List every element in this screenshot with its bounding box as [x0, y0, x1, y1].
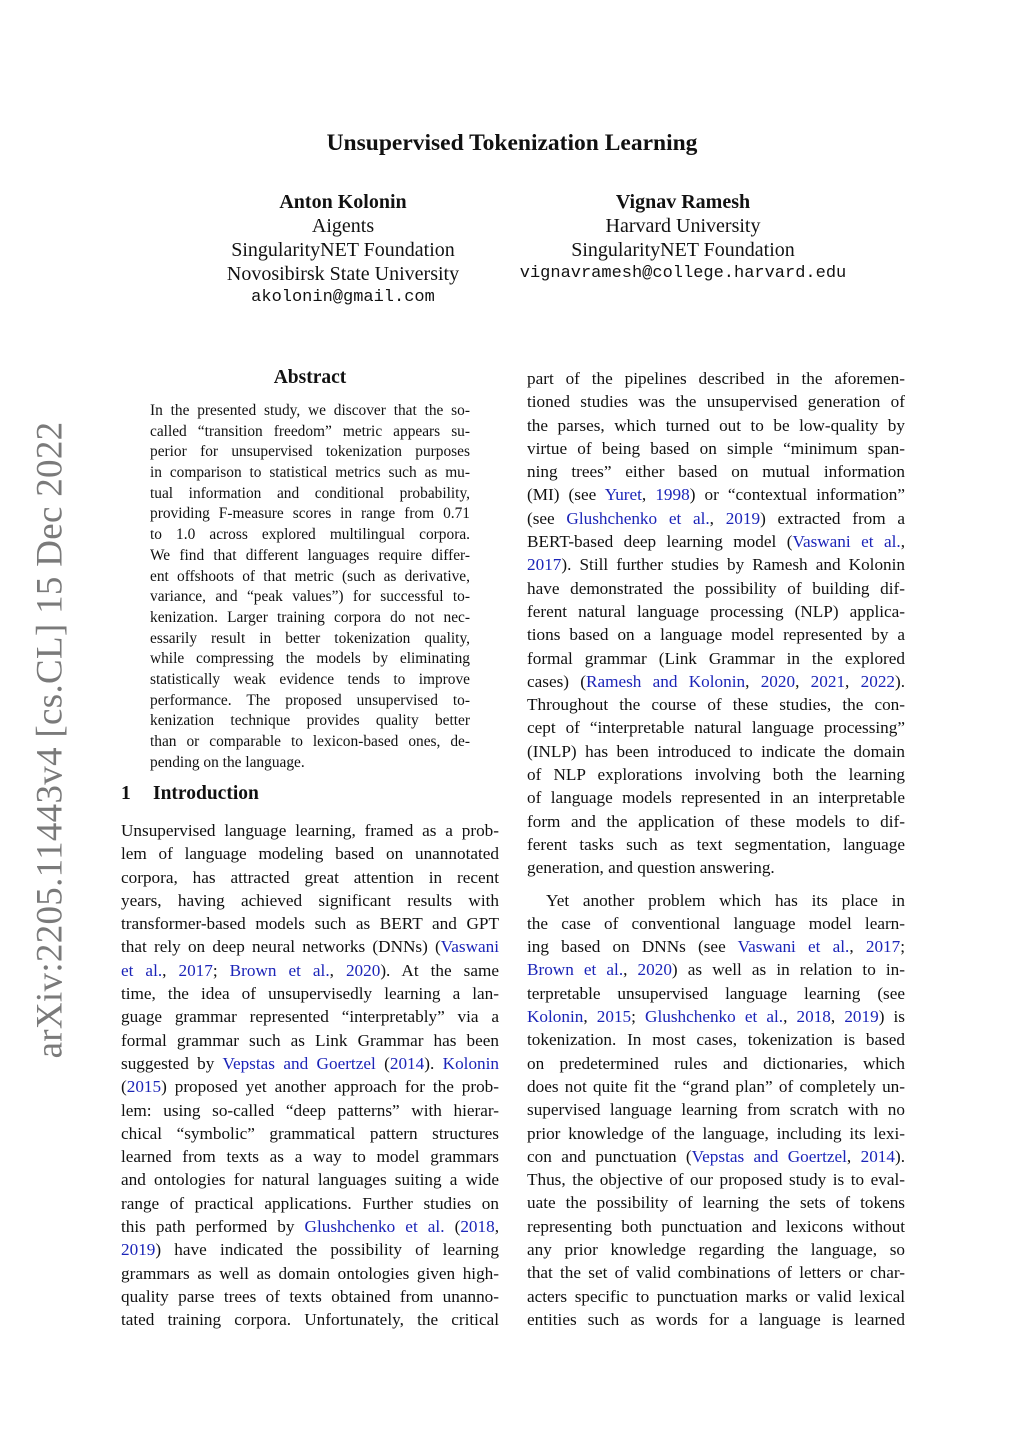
citation-link[interactable]: 2017 — [178, 960, 213, 980]
abstract-line: In the presented study, we discover that the so- — [150, 402, 470, 419]
abstract-line: tual information and conditional probability, — [150, 484, 470, 502]
text-line: the case of conventional language model learn- — [527, 913, 905, 933]
text-line: entities such as words for a language is learned — [527, 1309, 905, 1329]
text-line: con and punctuation (Vepstas and Goertzel, 2014). — [527, 1146, 906, 1166]
text-line: Throughout the course of these studies, the con- — [527, 695, 905, 715]
citation-link[interactable]: 2015 — [126, 1077, 162, 1097]
text-line: tated training corpora. Unfortunately, the critical — [121, 1310, 499, 1330]
text-line: cases) (Ramesh and Kolonin, 2020, 2021, 2022). — [527, 671, 906, 691]
abstract-line: pending on the language. — [150, 753, 305, 771]
author-email[interactable]: akolonin@gmail.com — [251, 288, 435, 307]
text-line: (INLP) has been introduced to indicate the domain — [527, 741, 905, 761]
text-line: grammars as well as domain ontologies given high- — [121, 1263, 499, 1283]
section-heading — [121, 783, 259, 805]
text-line: guage grammar represented “interpretably” via a — [121, 1007, 499, 1027]
author-block-1 — [163, 190, 523, 310]
text-line: Unsupervised language learning, framed as a prob- — [121, 821, 499, 840]
abstract-line: ent offshoots of that metric (such as derivative, — [150, 567, 470, 585]
text-line: time, the idea of unsupervisedly learning a lan- — [121, 984, 499, 1004]
citation-link[interactable]: Kolonin — [527, 1007, 584, 1027]
text-line: Kolonin, 2015; Glushchenko et al., 2018, 2019) is — [527, 1007, 905, 1027]
text-line: lem of language modeling based on unannotated — [121, 844, 499, 864]
text-line: 2017). Still further studies by Ramesh and Kolonin — [527, 555, 905, 575]
abstract-line: variance, and “peak values”) for successful to- — [150, 588, 470, 606]
abstract-line: essarily result in better tokenization quality, — [150, 629, 470, 647]
citation-link[interactable]: 2015 — [596, 1007, 632, 1027]
text-line: on predetermined rules and dictionaries, which — [527, 1053, 905, 1073]
abstract-line: providing F-measure scores in range from 0.71 — [150, 505, 470, 523]
abstract-heading: Abstract — [273, 367, 347, 388]
abstract-line: statistically weak evidence tends to improve — [150, 670, 470, 688]
text-line: Yet another problem which has its place in — [546, 890, 905, 910]
text-line: (see Glushchenko et al., 2019) extracted from a — [527, 508, 905, 528]
text-line: of language models represented in an interpretable — [527, 788, 905, 808]
citation-link[interactable]: Glushchenko et al. — [304, 1217, 445, 1237]
citation-link[interactable]: 2017 — [865, 937, 901, 957]
text-line: years, having achieved significant results with — [121, 890, 499, 910]
abstract-line: perior for unsupervised tokenization purposes — [150, 443, 470, 461]
citation-link[interactable]: 2018 — [460, 1217, 495, 1237]
author-block-2 — [503, 190, 863, 286]
author-affiliation: SingularityNET Foundation — [231, 239, 455, 261]
text-line: virtue of being based on simple “minimum span- — [527, 438, 905, 458]
citation-link[interactable]: 2017 — [527, 555, 562, 575]
citation-link[interactable]: Vaswani — [440, 937, 499, 957]
citation-link[interactable]: 2019 — [844, 1007, 879, 1027]
text-line: (2015) proposed yet another approach for the prob- — [121, 1077, 499, 1097]
text-line: formal grammar such as Link Grammar has been — [121, 1030, 499, 1050]
text-line: tioned studies was the unsupervised generation of — [527, 392, 905, 412]
text-line: ing based on DNNs (see Vaswani et al., 2017; — [527, 937, 905, 957]
author-name: Vignav Ramesh — [615, 191, 751, 213]
text-line: of NLP explorations involving both the learning — [527, 765, 905, 785]
paragraph-gap — [527, 880, 905, 889]
text-line: part of the pipelines described in the aforemen- — [527, 369, 905, 388]
abstract-body — [150, 401, 470, 773]
text-line: et al., 2017; Brown et al., 2020). At the same — [121, 960, 499, 980]
abstract-line: kenization. Larger training corpora do not nec- — [150, 608, 470, 626]
text-line: form and the application of these models to dif- — [527, 811, 905, 831]
text-line: this path performed by Glushchenko et al. (2018, — [121, 1217, 499, 1237]
author-affiliation: Aigents — [311, 215, 375, 237]
text-line: ferent tasks such as text segmentation, language — [527, 834, 905, 854]
text-line: that the set of valid combinations of letters or char- — [527, 1263, 905, 1283]
text-line: Brown et al., 2020) as well as in relation to in- — [527, 960, 905, 980]
citation-link[interactable]: 2018 — [796, 1007, 831, 1027]
left-column-text — [121, 819, 499, 1332]
text-line: corpora, has attracted great attention in recent — [121, 867, 499, 887]
abstract-line: We find that different languages require differ- — [150, 546, 470, 564]
text-line: and ontologies for natural languages suiting a wide — [121, 1170, 499, 1190]
abstract-line: than or comparable to lexicon-based ones, de- — [150, 733, 470, 750]
section-title: Introduction — [153, 783, 259, 804]
text-line: Thus, the objective of our proposed study is to eval- — [527, 1170, 905, 1190]
author-affiliation: Harvard University — [605, 215, 761, 237]
citation-link[interactable]: Brown et al. — [229, 960, 330, 980]
citation-link[interactable]: 1998 — [655, 485, 690, 505]
text-line: 2019) have indicated the possibility of learning — [121, 1240, 499, 1260]
text-line: cept of “interpretable natural language processing” — [527, 718, 905, 738]
text-line: prior knowledge of the language, including its lexi- — [527, 1123, 905, 1143]
citation-link[interactable]: 2020 — [760, 671, 796, 691]
text-line: (MI) (see Yuret, 1998) or “contextual information” — [527, 485, 905, 505]
text-line: have demonstrated the possibility of building dif- — [527, 578, 905, 598]
abstract-line: in comparison to statistical metrics such as mu- — [150, 464, 470, 482]
text-line: any prior knowledge regarding the language, so — [527, 1239, 905, 1259]
right-column-text — [527, 367, 905, 1331]
abstract-line: called “transition freedom” metric appears su- — [150, 422, 470, 440]
citation-link[interactable]: Vaswani et al. — [737, 937, 850, 957]
citation-link[interactable]: Glushchenko et al. — [645, 1007, 784, 1027]
text-line: learned from texts as a way to model grammars — [121, 1147, 499, 1167]
author-name: Anton Kolonin — [279, 191, 407, 213]
abstract-line: kenization technique provides quality better — [150, 712, 470, 730]
text-line: BERT-based deep learning model (Vaswani et al., — [527, 532, 905, 552]
citation-link[interactable]: Kolonin — [442, 1053, 499, 1073]
text-line: the parses, which turned out to be low-quality by — [527, 415, 905, 435]
abstract-line: to 1.0 across explored multilingual corpora. — [150, 526, 470, 544]
citation-link[interactable]: 2019 — [121, 1240, 156, 1260]
author-affiliation: SingularityNET Foundation — [571, 239, 795, 261]
text-line: does not quite fit the “grand plan” of completely un- — [527, 1076, 905, 1096]
text-line: quality parse trees of texts obtained from unanno- — [121, 1286, 499, 1306]
author-email[interactable]: vignavramesh@college.harvard.edu — [519, 264, 847, 283]
citation-link[interactable]: Vepstas and Goertzel — [691, 1146, 847, 1166]
text-line: uate the possibility of learning the sets of tokens — [527, 1193, 905, 1213]
text-line: chical “symbolic” grammatical pattern structures — [121, 1123, 499, 1143]
citation-link[interactable]: Ramesh and Kolonin — [586, 671, 746, 691]
text-line: tokenization. In most cases, tokenization is based — [527, 1030, 905, 1050]
section-number: 1 — [121, 783, 131, 804]
text-line: that rely on deep neural networks (DNNs) (Vaswani — [121, 937, 499, 957]
citation-link[interactable]: 2014 — [860, 1146, 895, 1166]
citation-link[interactable]: Glushchenko et al. — [566, 508, 710, 528]
citation-link[interactable]: 2019 — [725, 508, 761, 528]
text-line: ferent natural language processing (NLP) applica- — [527, 601, 905, 621]
citation-link[interactable]: Brown et al. — [527, 960, 624, 980]
text-line: suggested by Vepstas and Goertzel (2014). Kolonin — [121, 1053, 499, 1073]
text-line: terpretable unsupervised language learning (see — [527, 983, 905, 1003]
author-affiliation: Novosibirsk State University — [226, 263, 460, 285]
text-line: transformer-based models such as BERT and GPT — [121, 914, 499, 934]
abstract-line: while compressing the models by eliminating — [150, 650, 470, 668]
text-line: supervised language learning from scratch with no — [527, 1100, 905, 1120]
paper-title: Unsupervised Tokenization Learning — [326, 130, 698, 156]
text-line: lem: using so-called “deep patterns” with hierar- — [121, 1100, 499, 1120]
citation-link[interactable]: 2020 — [345, 960, 381, 980]
text-line: representing both punctuation and lexicons without — [527, 1216, 905, 1236]
citation-link[interactable]: Vepstas and Goertzel — [222, 1053, 376, 1073]
citation-link[interactable]: et al. — [121, 960, 163, 980]
text-line: ning trees” either based on mutual information — [527, 462, 905, 482]
text-line: tions based on a language model represented by a — [527, 625, 905, 645]
abstract-line: performance. The proposed unsupervised to- — [150, 691, 470, 709]
citation-link[interactable]: 2020 — [637, 960, 672, 980]
citation-link[interactable]: 2022 — [860, 671, 896, 691]
text-line: range of practical applications. Further studies on — [121, 1193, 499, 1213]
text-line: generation, and question answering. — [527, 858, 775, 878]
citation-link[interactable]: Yuret — [604, 485, 642, 505]
citation-link[interactable]: Vaswani et al. — [792, 532, 901, 552]
citation-link[interactable]: 2014 — [389, 1053, 425, 1073]
text-line: acters specific to punctuation marks or valid lexical — [527, 1286, 905, 1306]
citation-link[interactable]: 2021 — [810, 671, 846, 691]
text-line: formal grammar (Link Grammar in the explored — [527, 648, 905, 668]
arxiv-stamp: arXiv:2205.11443v4 [cs.CL] 15 Dec 2022 — [29, 421, 71, 1059]
